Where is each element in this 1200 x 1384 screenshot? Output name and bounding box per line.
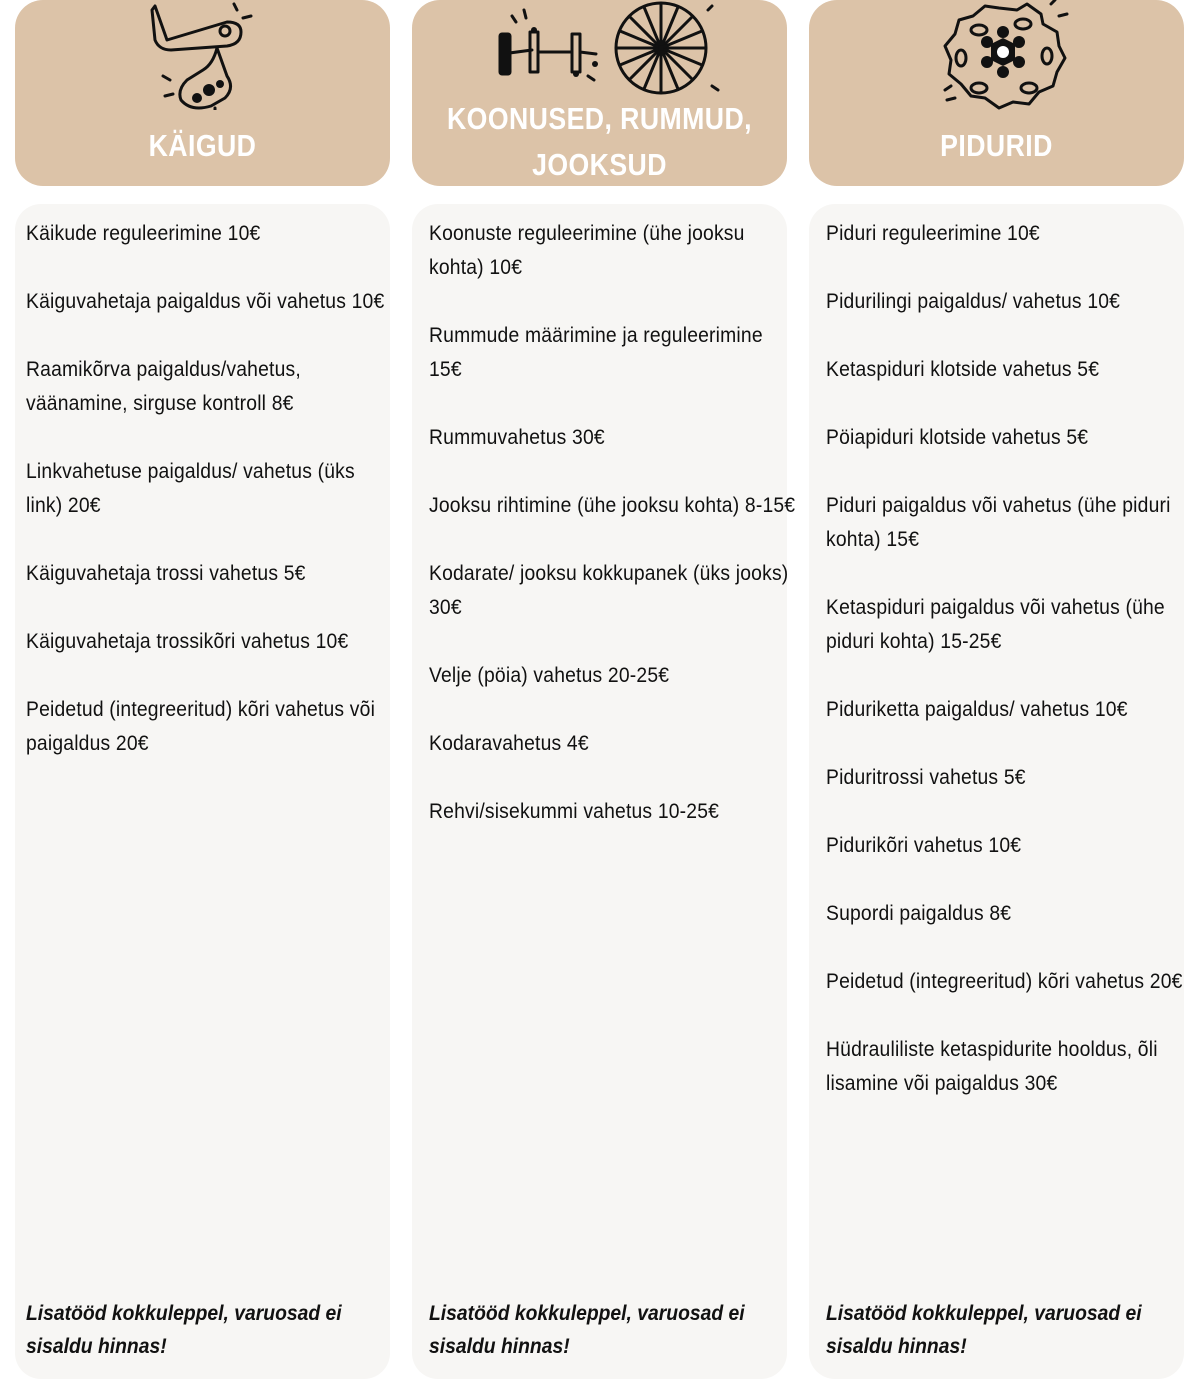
- list-item: Raamikõrva paigaldus/vahetus, väänamine, sirguse kontroll 8€: [26, 358, 301, 415]
- column-title: KÄIGUD: [148, 128, 257, 163]
- derailleur-icon: [15, 0, 390, 110]
- list-item: Käiguvahetaja paigaldus või vahetus 10€: [26, 290, 385, 313]
- list-item: Rummude määrimine ja reguleerimine 15€: [429, 324, 763, 381]
- column-title: KOONUSED, RUMMUD, JOOKSUD: [446, 101, 753, 182]
- service-list: [826, 217, 1196, 1135]
- list-item: Ketaspiduri klotside vahetus 5€: [826, 358, 1100, 381]
- list-item: Peidetud (integreeritud) kõri vahetus 20€: [826, 970, 1183, 993]
- list-item: Jooksu rihtimine (ühe jooksu kohta) 8-15€: [429, 494, 796, 517]
- list-item: Supordi paigaldus 8€: [826, 902, 1012, 925]
- list-item: Rehvi/sisekummi vahetus 10-25€: [429, 800, 720, 823]
- footnote: Lisatööd kokkuleppel, varuosad ei sisaldu hinnas!: [429, 1302, 745, 1358]
- column-body: [15, 204, 390, 1379]
- list-item: Peidetud (integreeritud) kõri vahetus või paigaldus 20€: [26, 698, 376, 755]
- list-item: Velje (pöia) vahetus 20-25€: [429, 664, 670, 687]
- service-list: [429, 217, 799, 863]
- list-item: Pöiapiduri klotside vahetus 5€: [826, 426, 1089, 449]
- list-item: Käikude reguleerimine 10€: [26, 222, 261, 245]
- list-item: Piduritrossi vahetus 5€: [826, 766, 1026, 789]
- list-item: Hüdrauliliste ketaspidurite hooldus, õli lisamine või paigaldus 30€: [826, 1038, 1158, 1095]
- service-list: [26, 217, 396, 795]
- list-item: Kodaravahetus 4€: [429, 732, 589, 755]
- column-header: [809, 0, 1184, 186]
- column-header: [15, 0, 390, 186]
- footnote: Lisatööd kokkuleppel, varuosad ei sisaldu hinnas!: [26, 1302, 342, 1358]
- list-item: Käiguvahetaja trossi vahetus 5€: [26, 562, 306, 585]
- footnote: Lisatööd kokkuleppel, varuosad ei sisaldu hinnas!: [826, 1302, 1142, 1358]
- list-item: Piduriketta paigaldus/ vahetus 10€: [826, 698, 1128, 721]
- column-body: [809, 204, 1184, 1379]
- list-item: Piduri paigaldus või vahetus (ühe piduri kohta) 15€: [826, 494, 1171, 551]
- column-header: [412, 0, 787, 186]
- list-item: Ketaspiduri paigaldus või vahetus (ühe piduri kohta) 15-25€: [826, 596, 1165, 653]
- list-item: Kodarate/ jooksu kokkupanek (üks jooks) 30€: [429, 562, 789, 619]
- list-item: Pidurilingi paigaldus/ vahetus 10€: [826, 290, 1121, 313]
- column-body: [412, 204, 796, 1379]
- list-item: Rummuvahetus 30€: [429, 426, 605, 449]
- brake-disc-icon: [809, 0, 1184, 110]
- list-item: Koonuste reguleerimine (ühe jooksu kohta) 10€: [429, 222, 745, 279]
- column-title: PIDURID: [940, 128, 1053, 163]
- list-item: Pidurikõri vahetus 10€: [826, 834, 1022, 857]
- list-item: Käiguvahetaja trossikõri vahetus 10€: [26, 630, 349, 653]
- list-item: Piduri reguleerimine 10€: [826, 222, 1040, 245]
- list-item: Linkvahetuse paigaldus/ vahetus (üks link) 20€: [26, 460, 355, 517]
- hub-and-wheel-icon: [412, 0, 787, 110]
